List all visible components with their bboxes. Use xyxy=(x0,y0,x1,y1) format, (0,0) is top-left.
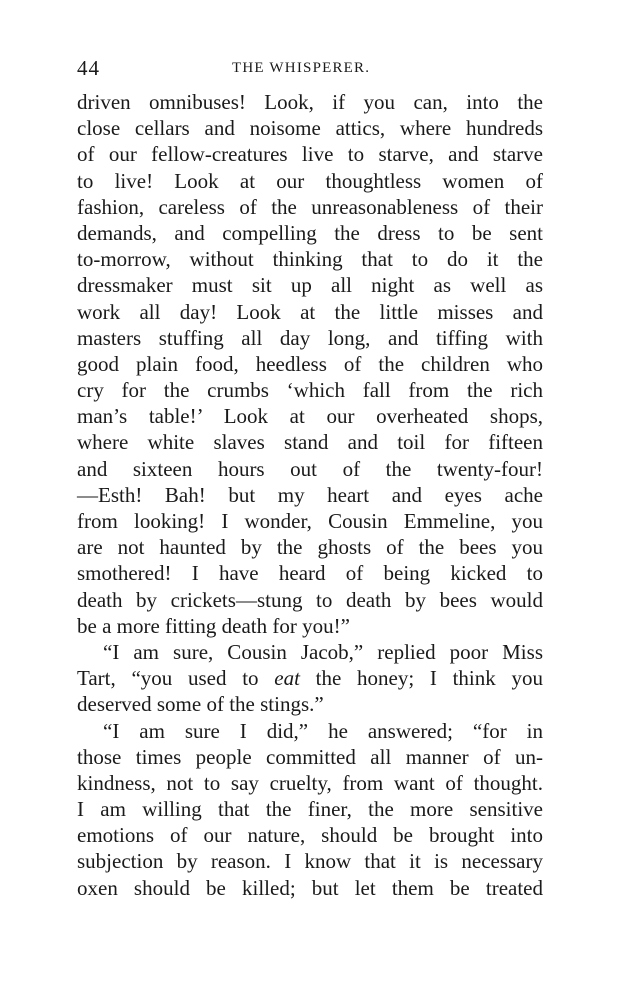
text-line: those times people committed all manner of un- xyxy=(77,744,543,769)
text-line: are not haunted by the ghosts of the bees you xyxy=(77,535,543,560)
body-text xyxy=(77,89,543,901)
text-line: kindness, not to say cruelty, from want of thought. xyxy=(77,770,543,795)
text-line: I am willing that the finer, the more sensitive xyxy=(77,797,543,822)
text-line: to-morrow, without thinking that to do it the xyxy=(77,247,543,272)
emphasis-word: eat xyxy=(274,666,300,691)
text-line: “I am sure I did,” he answered; “for in xyxy=(103,718,543,743)
text-line: emotions of our nature, should be brought into xyxy=(77,823,543,848)
text-line: fashion, careless of the unreasonableness of their xyxy=(77,194,543,219)
text-line: deserved some of the stings.” xyxy=(77,692,324,717)
text-line: and sixteen hours out of the twenty-four! xyxy=(77,456,543,481)
text-line: from looking! I wonder, Cousin Emmeline, you xyxy=(77,509,543,533)
text-line: death by crickets—stung to death by bees would xyxy=(77,587,543,612)
text-line: subjection by reason. I know that it is necessary xyxy=(77,849,543,874)
text-line: cry for the crumbs ‘which fall from the rich xyxy=(77,378,543,403)
text-line: —Esth! Bah! but my heart and eyes ache xyxy=(77,482,543,507)
text-line: be a more fitting death for you!” xyxy=(77,613,350,638)
text-line: of our fellow-creatures live to starve, and starve xyxy=(77,142,543,167)
text-line: “I am sure, Cousin Jacob,” replied poor Miss xyxy=(103,639,543,664)
text-line: good plain food, heedless of the children who xyxy=(77,351,543,376)
text-line: Tart, “you used to eat the honey; I think you xyxy=(77,666,543,691)
text-line: work all day! Look at the little misses and xyxy=(77,299,543,324)
text-line: demands, and compelling the dress to be sent xyxy=(77,220,543,245)
text-line: where white slaves stand and toil for fifteen xyxy=(77,430,543,455)
text-line: to live! Look at our thoughtless women of xyxy=(77,168,543,193)
text-line: oxen should be killed; but let them be treated xyxy=(77,875,543,900)
text-line: man’s table!’ Look at our overheated shops, xyxy=(77,404,543,429)
text-line: smothered! I have heard of being kicked to xyxy=(77,561,543,586)
text-line: masters stuffing all day long, and tiffing with xyxy=(77,325,543,350)
page-number: 44 xyxy=(77,56,100,80)
text-line: dressmaker must sit up all night as well as xyxy=(77,273,543,298)
running-title: THE WHISPERER. xyxy=(232,60,371,76)
text-line: driven omnibuses! Look, if you can, into the xyxy=(77,90,543,114)
text-line: close cellars and noisome attics, where hundreds xyxy=(77,116,543,141)
running-head xyxy=(77,56,543,82)
